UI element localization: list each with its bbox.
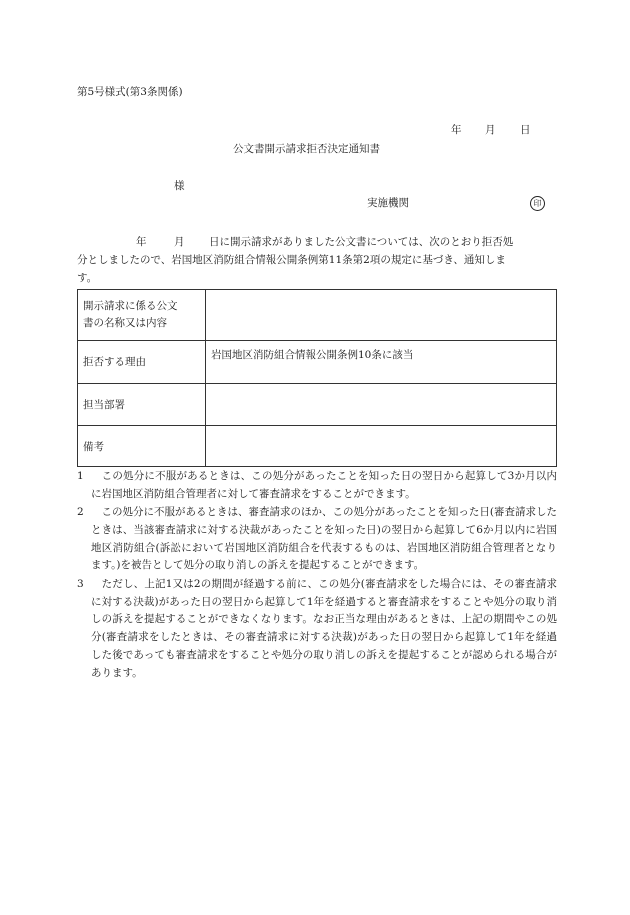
form-number: 第5号様式(第3条関係) [77, 86, 183, 98]
table-value [206, 290, 557, 341]
note-number: 2 [77, 506, 84, 519]
table-label-line: 開示請求に係る公文 [83, 300, 178, 312]
note-text: この処分に不服があるときは、この処分があったことを知った日の翌日から起算して3か月以内に岩国地区消防組合管理者に対して審査請求をすることができます。 [91, 470, 557, 500]
table-label [78, 290, 206, 341]
table-value [206, 384, 557, 426]
seal-mark: 印 [530, 196, 545, 211]
table-label: 拒否する理由 [78, 341, 206, 384]
intro-month: 月 [174, 236, 185, 248]
intro-line1: 日に開示請求がありました公文書については、次のとおり拒否処 [209, 236, 514, 248]
table-value [206, 426, 557, 467]
intro-year: 年 [136, 236, 147, 248]
note-item [77, 504, 557, 575]
intro-line3: す。 [77, 272, 98, 284]
note-item [77, 576, 557, 683]
table-label-line: 書の名称又は内容 [83, 317, 167, 329]
note-number: 1 [77, 470, 84, 482]
table-row [78, 341, 557, 384]
table-row [78, 426, 557, 467]
addressee-suffix: 様 [174, 180, 185, 192]
table-row [78, 384, 557, 426]
notes-list [77, 468, 557, 683]
table-label: 備考 [78, 426, 206, 467]
table-label: 担当部署 [78, 384, 206, 426]
date-year: 年 [451, 124, 462, 136]
note-item [77, 468, 557, 504]
issuer-label: 実施機関 [367, 197, 409, 209]
decision-table [77, 289, 557, 467]
note-text: この処分に不服があるときは、審査請求のほか、この処分があったことを知った日(審査請求したときは、当該審査請求に対する決裁があったことを知った日)の翌日から起算して6か月以内に岩国地区消防組合(訴訟において岩国地区消防組合を代表するものは、岩国地区消防組合管理者となります。)を被告として処分の取り消しの訴えを提起することができます。 [91, 506, 557, 572]
note-text: ただし、上記1又は2の期間が経過する前に、この処分(審査請求をした場合には、その審査請求に対する決裁)があった日の翌日から起算して1年を経過すると審査請求をすることや処分の取り消しの訴えを提起することができなくなります。なお正当な理由があるときは、上記の期間やこの処分(審査請求をしたときは、その審査請求に対する決裁)があった日の翌日から起算して1年を経過した後であっても審査請求をすることや処分の取り消しの訴えを提起することが認められる場合があります。 [91, 577, 557, 679]
document-title: 公文書開示請求拒否決定通知書 [233, 143, 380, 155]
date-day: 日 [520, 124, 531, 136]
date-month: 月 [485, 124, 496, 136]
table-row [78, 290, 557, 341]
note-number: 3 [77, 577, 84, 590]
table-value: 岩国地区消防組合情報公開条例10条に該当 [206, 341, 557, 384]
intro-line2: 分としましたので、岩国地区消防組合情報公開条例第11条第2項の規定に基づき、通知しま [77, 254, 506, 266]
